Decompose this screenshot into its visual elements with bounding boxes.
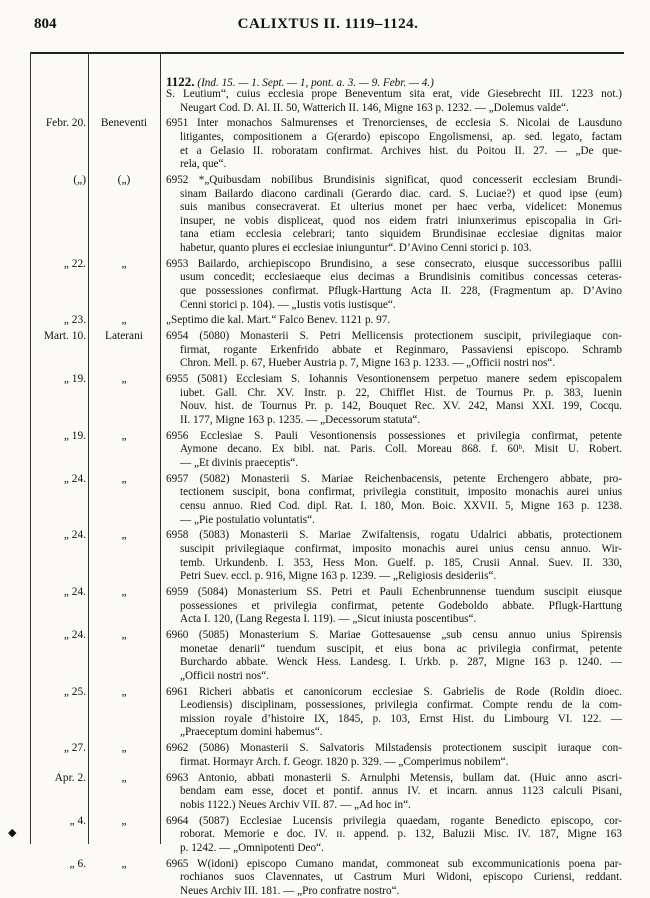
entry-line: — „Et divinis praeceptis“. — [180, 456, 299, 469]
entry-date: „ 4. — [69, 814, 86, 827]
entry-date: („) — [73, 174, 86, 186]
year-details: (Ind. 15. — 1. Sept. — 1, pont. a. 3. — 9. Febr. — 4.) — [197, 77, 434, 89]
entry-place: „ — [121, 685, 127, 698]
entry-line: 6951 Inter monachos Salmurenses et Trenorcienses, de ecclesia S. Nicolai de Lausduno — [166, 117, 622, 130]
entry-text — [166, 473, 622, 527]
entry-place: Beneventi — [100, 117, 148, 130]
entry-line: 6952 *„Quibusdam nobilibus Brundisinis significat, quod concesserit ecclesiam Brundi- — [166, 174, 622, 186]
entry-date: Mart. 10. — [43, 330, 86, 343]
entry-date: „ 24. — [63, 586, 86, 598]
entry-text — [166, 314, 622, 328]
entry-text — [166, 430, 622, 471]
entry-line: sinam Bailardo diacono cardinali (Gerardo diac. card. S. Luciae?) et quod ipse (eum) — [180, 187, 622, 200]
entry-line: 6960 (5085) Monasterium S. Mariae Gottesauense „sub censu annuo unius Spirensis — [166, 629, 622, 641]
entry-line: possessiones et privilegia confirmat, petente Godeboldo abbate. Pflugk-Harttung — [180, 599, 622, 612]
entry-line: tectionem suscipit, bona confirmat, privilegia constituit, imposito monachis aurei unius — [180, 486, 622, 499]
entry-place: „ — [121, 472, 127, 485]
entry-line: et a Gelasio II. roboratam confirmat. Archives hist. du Poitou II. 27. — „De que- — [180, 144, 622, 157]
entry-line: 6955 (5081) Ecclesiam S. Iohannis Vesontionensem perpetuo manere sedem episcopalem — [166, 373, 622, 386]
entry-date: „ 22. — [63, 257, 86, 270]
entry-line: Aymone decano. Ex bibl. nat. Paris. Coll. Moreau 868. f. 60ᵇ. Misit U. Robert. — [180, 443, 622, 456]
entry-date: Febr. 20. — [45, 117, 86, 130]
entry-date: „ 27. — [63, 742, 86, 755]
entry-line: II. 177, Migne 163 p. 1235. — „Decessorum statuta“. — [180, 413, 421, 426]
entry-line: monetae denarii“ tuendum suscipit, et eius bona ac privilegia confirmat, petente — [180, 642, 622, 655]
entry-date: Apr. 2. — [54, 771, 86, 784]
entry-line: — „Pie postulatio voluntatis“. — [180, 513, 315, 526]
entry-line: 6958 (5083) Monasterii S. Mariae Zwifaltensis, rogatu Udalrici abbatis, protectionem — [166, 529, 622, 542]
entry-line: 6959 (5084) Monasterium SS. Petri et Pauli Echenbrunnense tuendum suscipit eiusque — [166, 586, 622, 598]
entry-date: „ 23. — [63, 314, 86, 327]
entry-line: 6961 Richeri abbatis et canonicorum ecclesiae S. Gabrielis de Rode (Roldin dioec. — [166, 685, 622, 698]
entry-place: „ — [121, 814, 127, 827]
entry-place: „ — [121, 373, 127, 386]
page-number: 804 — [34, 16, 57, 32]
entry-line: 6965 W(idoni) episcopo Cumano mandat, commoneat sub excommunicationis poena par- — [166, 857, 622, 870]
entry-line: 6956 Ecclesiae S. Pauli Vesontionensis possessiones et privilegia confirmat, petente — [166, 429, 622, 442]
entry-line: Nouv. hist. de Tournus Pr. p. 142, Bouquet Rec. XV. 242, Mansi XXI. 199, Cocqu. — [180, 400, 622, 413]
entry-text — [166, 373, 622, 427]
header-rule — [30, 52, 624, 54]
entry-line: suis manibus consecraverat. Et ulterius monet per haec verba, videlicet: Monemus — [180, 201, 622, 214]
entry-line: Chron. Mell. p. 67, Hueber Austria p. 7, Migne 163 p. 1233. — „Officii nostri nos“. — [180, 357, 556, 370]
entry-line: suscipit privilegiaque confirmat, imposito monachis aurei unius censu annuo. Wir- — [180, 542, 622, 555]
entry-line: „Septimo die kal. Mart.“ Falco Benev. 1121 p. 97. — [166, 314, 391, 327]
entry-line: 6962 (5086) Monasterii S. Salvatoris Milstadensis protectionem suscipit iuraque con- — [166, 742, 622, 755]
entry-date: „ 25. — [63, 685, 86, 698]
entry-text — [166, 772, 622, 813]
entry-date: „ 19. — [63, 373, 86, 386]
entry-line: Neugart Cod. D. Al. II. 50, Watterich II. 146, Migne 163 p. 1232. — „Dolemus valde“. — [180, 101, 569, 114]
entry-line: Leodiensis) disciplinam, possessiones, privilegia confirmat. Compte rendu de la com- — [180, 699, 622, 712]
entry-text — [166, 529, 622, 583]
entry-line: Cenni storici p. 104). — „Iustis votis iustisque“. — [180, 298, 396, 311]
entry-line: firmat. Hormayr Arch. f. Geogr. 1820 p. 329. — „Comperimus nobilem“. — [180, 755, 509, 768]
year-number: 1122. — [166, 74, 195, 89]
entry-line: Burchardo abbate. Wenck Hess. Landesg. I. Urkb. p. 287, Migne 163 p. 1240. — — [180, 656, 622, 669]
entry-text — [166, 174, 622, 256]
entry-line: 6957 (5082) Monasterii S. Mariae Reichenbacensis, petente Erchengero abbate, pro- — [166, 472, 622, 485]
entry-place: „ — [121, 742, 127, 755]
entry-line: 6963 Antonio, abbati monasterii S. Arnulphi Metensis, bullam dat. (Huic anno ascri- — [166, 771, 622, 784]
entry-line: 6964 (5087) Ecclesiae Lucensis privilegia quaedam, rogante Benedicto episcopo, cor- — [166, 814, 622, 827]
entry-line: habetur, quanto plures ei ecclesiae iniunguntur“. D’Avino Cenni storici p. 103. — [180, 241, 532, 254]
entry-text — [166, 88, 622, 115]
entry-line: „Praeceptum domini habemus“. — [180, 726, 323, 739]
entry-text — [166, 117, 622, 171]
entry-place: „ — [121, 629, 127, 641]
entry-line: „Officii nostri nos“. — [180, 669, 269, 682]
entry-date: „ 24. — [63, 472, 86, 485]
entry-line: bendam eam esse, docet et pontif. annus IV. et incarn. annus 1123 calculi Pisani, — [180, 785, 622, 798]
entry-text — [166, 258, 622, 312]
running-title: CALIXTUS II. 1119–1124. — [237, 16, 419, 32]
entry-date: „ 19. — [63, 429, 86, 442]
entry-line: 6953 Bailardo, archiepiscopo Brundisino, a sese consecrato, eiusque successoribus pallii — [166, 257, 622, 270]
entry-line: Petri Suev. eccl. p. 916, Migne 163 p. 1239. — „Religiosis desideriis“. — [180, 570, 497, 583]
entry-line: Acta I. 120, (Lang Regesta I. 119). — „Sicut iniusta poscentibus“. — [180, 613, 477, 626]
entry-line: tana etiam ecclesia celebrari; tanto siquidem Brundisinae ecclesiae dignitas maior — [180, 228, 622, 241]
entry-text — [166, 815, 622, 856]
entry-place: („) — [117, 174, 131, 186]
entry-line: Neues Archiv III. 181. — „Pro confratre nostro“. — [180, 884, 400, 897]
entry-line: censu annuo. Ried Cod. dipl. Rat. I. 180, Mon. Boic. XXVII. 5, Migne 163 p. 1238. — [180, 499, 622, 512]
entry-place: „ — [121, 586, 127, 598]
entry-line: firmat, rogante Erkenfrido abbate et Reginmaro, Passaviensi episcopo. Schramb — [180, 343, 622, 356]
entry-date: „ 24. — [63, 629, 86, 641]
entry-text — [166, 629, 622, 683]
entry-place: „ — [121, 314, 127, 327]
entry-place: „ — [121, 857, 127, 870]
entry-text — [166, 586, 622, 627]
entry-place: „ — [121, 529, 127, 542]
entry-line: S. Leutium“, cuius ecclesia prope Beneventum sita erat, vide Giesebrecht III. 1223 not.) — [166, 88, 622, 100]
entry-line: mission royale d’histoire IX, 1845, p. 103, Ernst Hist. du Limbourg VI. 122. — — [180, 712, 622, 725]
entry-line: usum concedit; ecclesiaeque eius decimas a Brundisinis comitibus concessas ceteras- — [180, 271, 622, 284]
margin-bullet: ◆ — [8, 827, 17, 839]
entry-place: „ — [121, 429, 127, 442]
entry-line: iubet. Gall. Chr. XV. Instr. p. 22, Chifflet Hist. de Tournus Pr. p. 383, Iuenin — [180, 386, 622, 399]
column-rule-date — [88, 52, 89, 844]
entry-place: „ — [121, 257, 127, 270]
entry-line: insuper, ne vobis displiceat, quod nos eidem fratri iniunxerimus episcopalia in Gri- — [180, 214, 622, 227]
entry-text — [166, 742, 622, 769]
entry-date: „ 6. — [69, 857, 86, 870]
entry-line: rochianos suos Clavennates, ut Castrum Muri Widoni, episcopo Curiensi, reddant. — [180, 871, 622, 884]
entry-text — [166, 686, 622, 740]
entry-line: que possessiones confirmat. Pflugk-Harttung Acta II. 228, (Fragmentum ap. D’Avino — [180, 284, 622, 297]
entry-line: p. 1242. — „Omnipotenti Deo“. — [180, 841, 324, 854]
entry-line: 6954 (5080) Monasterii S. Petri Mellicensis protectionem suscipit, privilegiaque con- — [166, 330, 622, 343]
entry-place: „ — [121, 771, 127, 784]
entry-line: litigantes, compositionem a G(erardo) episcopo Engolismensi, ap. sed. legato, factam — [180, 130, 622, 143]
page-header — [34, 14, 622, 34]
entry-line: roborat. Memorie e doc. IV. ɪɪ. append. p. 132, Baluzii Misc. IV. 187, Migne 163 — [180, 828, 622, 841]
entry-place: Laterani — [105, 330, 143, 343]
entry-line: nobis 1122.) Neues Archiv VII. 87. — „Ad hoc in“. — [180, 798, 411, 811]
entry-line: temb. Urkundenb. I. 353, Hess Mon. Guelf. p. 185, Crusii Annal. Suev. II. 330, — [180, 556, 622, 569]
entry-line: rela, que“. — [180, 158, 227, 171]
column-rule-left — [30, 52, 31, 844]
entry-text — [166, 330, 622, 371]
column-rule-place — [160, 52, 161, 844]
entry-date: „ 24. — [63, 529, 86, 542]
